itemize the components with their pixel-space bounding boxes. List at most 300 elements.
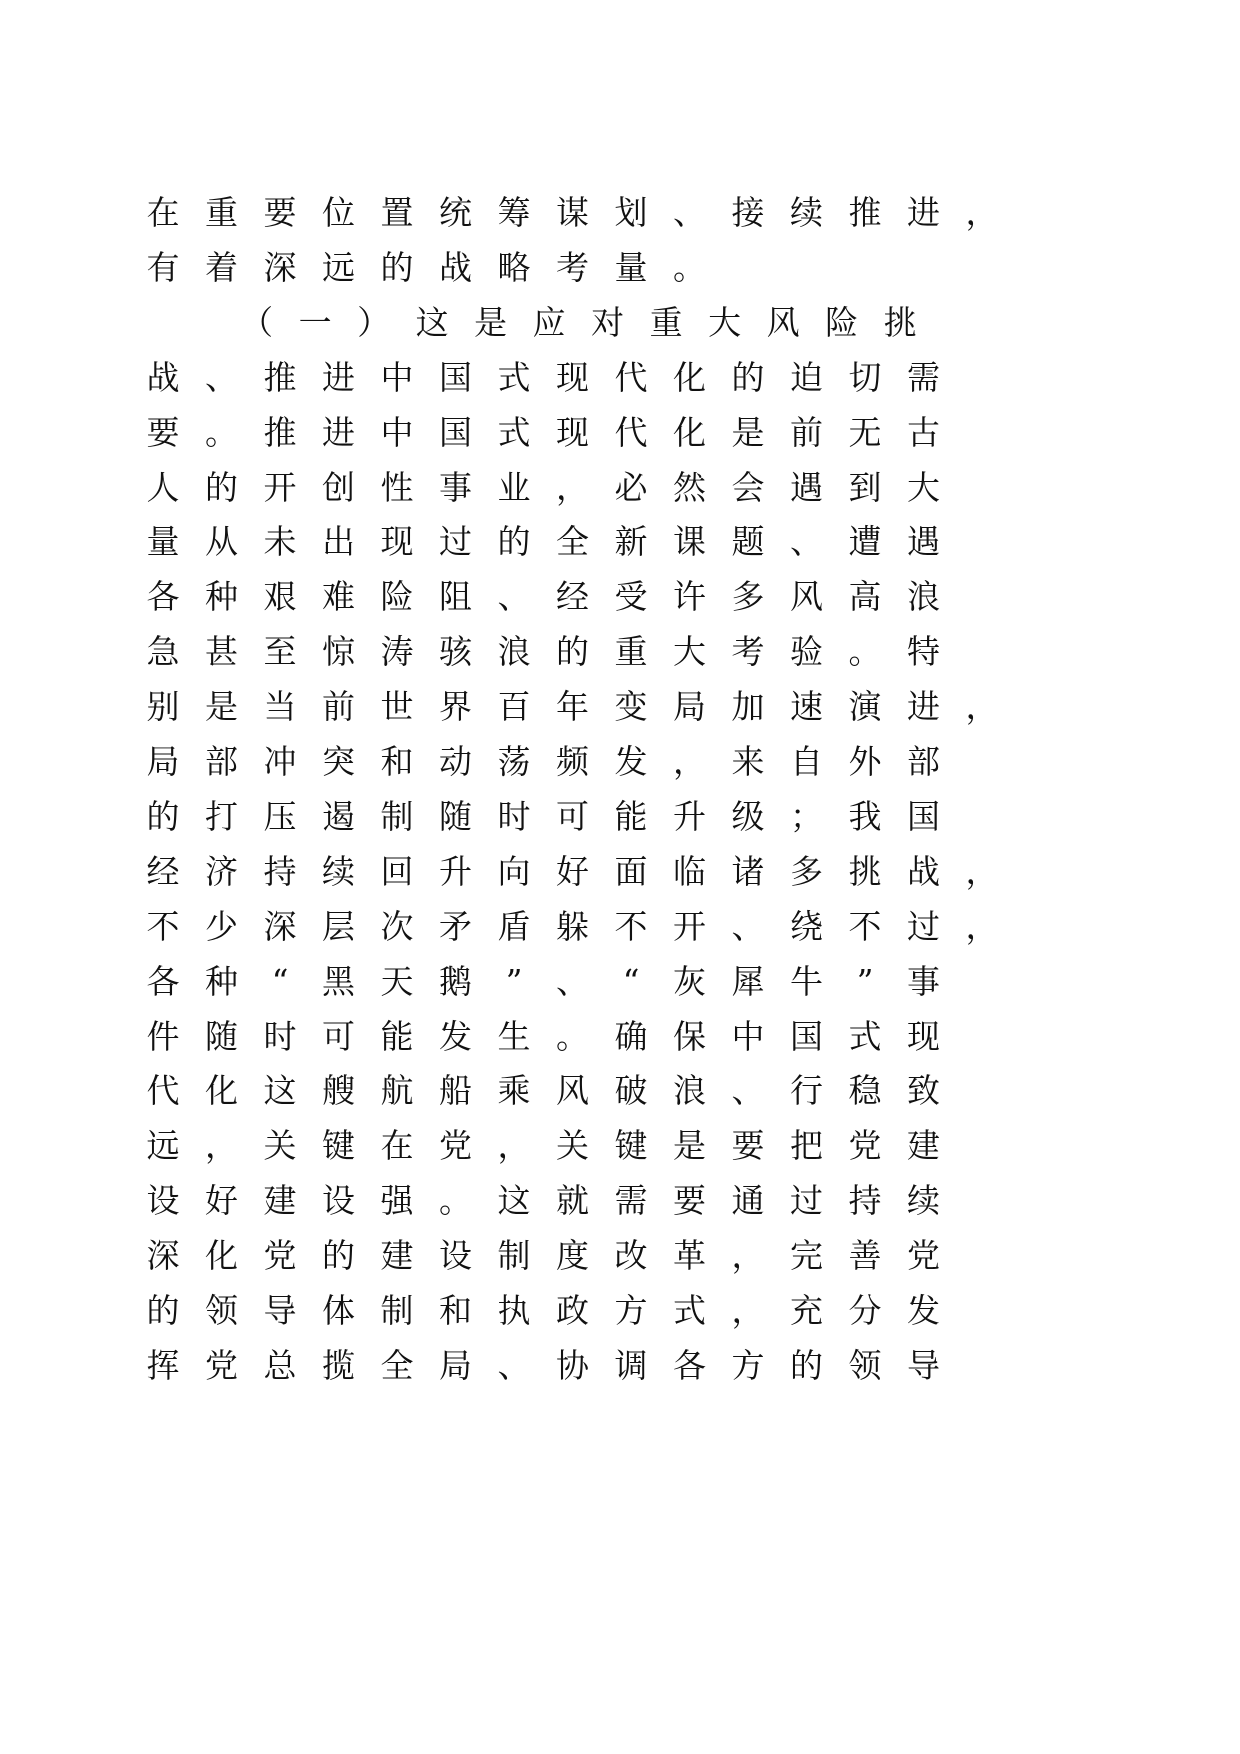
glyph: 和	[439, 1291, 472, 1330]
glyph: 方	[614, 1291, 648, 1330]
glyph: 制	[380, 796, 414, 836]
glyph: 部	[205, 742, 238, 781]
glyph: 战	[146, 357, 180, 397]
text-line	[0, 740, 1240, 784]
glyph: 躲	[556, 906, 589, 946]
glyph: 各	[146, 577, 180, 617]
glyph: 深	[263, 247, 297, 287]
glyph: 犀	[731, 961, 765, 1001]
glyph: 推	[263, 357, 297, 397]
glyph: 完	[790, 1236, 823, 1276]
glyph: 船	[439, 1071, 472, 1111]
glyph: 式	[673, 1291, 706, 1330]
glyph: 的	[322, 1236, 355, 1276]
glyph: 战	[907, 851, 940, 891]
glyph: 量	[614, 247, 648, 287]
glyph: 动	[439, 742, 472, 781]
glyph: 回	[380, 851, 414, 891]
section-heading-line	[0, 301, 1240, 345]
glyph: 业	[497, 467, 531, 507]
glyph: 考	[731, 632, 765, 672]
glyph: 设	[439, 1236, 472, 1276]
glyph: 有	[146, 247, 180, 287]
text-line	[0, 1344, 1240, 1388]
glyph: 执	[497, 1291, 531, 1330]
glyph: 升	[439, 851, 472, 891]
text-line	[0, 246, 1240, 290]
glyph: 许	[673, 577, 706, 617]
glyph: 建	[907, 1126, 940, 1166]
glyph: 化	[673, 357, 706, 397]
glyph: 过	[790, 1181, 823, 1221]
text-line	[0, 1069, 1240, 1113]
glyph: 次	[380, 906, 414, 946]
glyph: 要	[263, 193, 297, 232]
glyph: 国	[790, 1016, 823, 1056]
glyph: 领	[205, 1291, 238, 1330]
glyph: 艰	[263, 577, 297, 617]
glyph: 发	[614, 742, 648, 781]
glyph: 种	[205, 961, 238, 1001]
glyph: ”	[856, 961, 874, 1001]
glyph: ，	[205, 1126, 238, 1166]
glyph: 经	[556, 577, 589, 617]
glyph: 临	[673, 851, 706, 891]
text-line	[0, 1289, 1240, 1333]
glyph: 来	[731, 742, 765, 781]
text-line	[0, 630, 1240, 674]
glyph: 、	[731, 1071, 765, 1111]
glyph: 国	[439, 357, 472, 397]
glyph: 甚	[205, 632, 238, 672]
glyph: 外	[848, 742, 882, 781]
glyph: 出	[322, 522, 355, 562]
glyph: 划	[614, 193, 648, 232]
glyph: 级	[731, 796, 765, 836]
glyph: 百	[497, 687, 531, 727]
glyph: 改	[614, 1236, 648, 1276]
glyph: 时	[263, 1016, 297, 1056]
glyph: 党	[907, 1236, 940, 1276]
glyph: 这	[497, 1181, 531, 1221]
glyph: 局	[439, 1345, 472, 1385]
glyph: 好	[205, 1181, 238, 1221]
glyph: 险	[825, 302, 859, 342]
glyph: 续	[322, 851, 355, 891]
glyph: “	[271, 961, 289, 1001]
glyph: 代	[146, 1071, 180, 1111]
glyph: 至	[263, 632, 297, 672]
glyph: 党	[263, 1236, 297, 1276]
glyph: 关	[556, 1126, 589, 1166]
glyph: 式	[497, 412, 531, 452]
glyph: 行	[790, 1071, 823, 1111]
glyph: 不	[146, 906, 180, 946]
glyph: 调	[614, 1345, 648, 1385]
glyph: ，	[556, 467, 589, 507]
glyph: 党	[439, 1126, 472, 1166]
glyph: 党	[205, 1345, 238, 1385]
glyph: 向	[497, 851, 531, 891]
glyph: 善	[848, 1236, 882, 1276]
glyph: 多	[790, 851, 823, 891]
glyph: 应	[532, 302, 566, 342]
glyph: 重	[614, 632, 648, 672]
glyph: 在	[380, 1126, 414, 1166]
glyph: 挑	[848, 851, 882, 891]
glyph: ，	[965, 687, 999, 727]
glyph: ，	[731, 1236, 765, 1276]
glyph: 的	[731, 357, 765, 397]
glyph: 可	[322, 1016, 355, 1056]
glyph: 现	[556, 357, 589, 397]
glyph: 、	[556, 961, 589, 1001]
glyph: 破	[614, 1071, 648, 1111]
glyph: 远	[146, 1126, 180, 1166]
glyph: 代	[614, 357, 648, 397]
glyph: 揽	[322, 1345, 355, 1385]
glyph: 可	[556, 796, 589, 836]
glyph: 稳	[848, 1071, 882, 1111]
glyph: 的	[790, 1345, 823, 1385]
text-line	[0, 1015, 1240, 1059]
glyph: 的	[146, 1291, 180, 1330]
glyph: 迫	[790, 357, 823, 397]
glyph: 能	[380, 1016, 414, 1056]
text-line	[0, 520, 1240, 564]
glyph: 频	[556, 742, 589, 781]
glyph: 事	[439, 467, 472, 507]
glyph: 的	[556, 632, 589, 672]
glyph: 界	[439, 687, 472, 727]
glyph: 键	[614, 1126, 648, 1166]
glyph: 确	[614, 1016, 648, 1056]
glyph: 然	[673, 467, 706, 507]
glyph: 着	[205, 247, 238, 287]
glyph: 题	[731, 522, 765, 562]
glyph: 设	[146, 1181, 180, 1221]
glyph: 重	[205, 193, 238, 232]
glyph: 的	[205, 467, 238, 507]
text-line	[0, 575, 1240, 619]
glyph: 把	[790, 1126, 823, 1166]
glyph: 在	[146, 193, 180, 232]
glyph: 随	[205, 1016, 238, 1056]
glyph: 航	[380, 1071, 414, 1111]
glyph: 建	[380, 1236, 414, 1276]
glyph: 续	[907, 1181, 940, 1221]
glyph: 的	[497, 522, 531, 562]
text-line	[0, 905, 1240, 949]
glyph: 全	[380, 1345, 414, 1385]
glyph: 略	[497, 247, 531, 287]
glyph: 惊	[322, 632, 355, 672]
glyph: 加	[731, 687, 765, 727]
glyph: 。	[439, 1181, 472, 1221]
glyph: 要	[731, 1126, 765, 1166]
glyph: 大	[673, 632, 706, 672]
glyph: 鹅	[439, 961, 472, 1001]
glyph: 充	[790, 1291, 823, 1330]
glyph: 验	[790, 632, 823, 672]
text-line	[0, 1124, 1240, 1168]
glyph: 化	[205, 1071, 238, 1111]
glyph: 、	[790, 522, 823, 562]
glyph: 置	[380, 193, 414, 232]
text-line	[0, 1234, 1240, 1278]
glyph: （	[240, 302, 274, 342]
glyph: 自	[790, 742, 823, 781]
glyph: 的	[146, 796, 180, 836]
glyph: 险	[380, 577, 414, 617]
glyph: 。	[205, 412, 238, 452]
glyph: 少	[205, 906, 238, 946]
glyph: 灰	[673, 961, 706, 1001]
glyph: 考	[556, 247, 589, 287]
glyph: 我	[848, 796, 882, 836]
glyph: 是	[205, 687, 238, 727]
glyph: 体	[322, 1291, 355, 1330]
glyph: 艘	[322, 1071, 355, 1111]
glyph: 保	[673, 1016, 706, 1056]
glyph: 致	[907, 1071, 940, 1111]
glyph: 打	[205, 796, 238, 836]
glyph: 、	[497, 1345, 531, 1385]
glyph: 矛	[439, 906, 472, 946]
glyph: ）	[357, 302, 391, 342]
glyph: 各	[146, 961, 180, 1001]
glyph: 挑	[883, 302, 917, 342]
glyph: 中	[731, 1016, 765, 1056]
glyph: ”	[505, 961, 523, 1001]
glyph: 涛	[380, 632, 414, 672]
glyph: ，	[965, 851, 999, 891]
glyph: 世	[380, 687, 414, 727]
glyph: 深	[146, 1236, 180, 1276]
glyph: 性	[380, 467, 414, 507]
glyph: 化	[205, 1236, 238, 1276]
glyph: 遇	[790, 467, 823, 507]
glyph: 和	[380, 742, 414, 781]
glyph: 浪	[497, 632, 531, 672]
glyph: 多	[731, 577, 765, 617]
glyph: 。	[848, 632, 882, 672]
glyph: 推	[848, 193, 882, 232]
glyph: 事	[907, 961, 940, 1001]
glyph: 必	[614, 467, 648, 507]
glyph: 是	[673, 1126, 706, 1166]
glyph: 远	[322, 247, 355, 287]
glyph: 开	[263, 467, 297, 507]
glyph: 要	[673, 1181, 706, 1221]
glyph: 领	[848, 1345, 882, 1385]
text-line	[0, 356, 1240, 400]
glyph: 深	[263, 906, 297, 946]
text-line	[0, 960, 1240, 1004]
glyph: 制	[380, 1291, 414, 1330]
glyph: 建	[263, 1181, 297, 1221]
glyph: 挥	[146, 1345, 180, 1385]
glyph: 别	[146, 687, 180, 727]
glyph: 高	[848, 577, 882, 617]
glyph: 从	[205, 522, 238, 562]
glyph: 未	[263, 522, 297, 562]
glyph: 时	[497, 796, 531, 836]
glyph: 诸	[731, 851, 765, 891]
glyph: 化	[673, 412, 706, 452]
glyph: 、	[205, 357, 238, 397]
glyph: 要	[146, 412, 180, 452]
glyph: 不	[848, 906, 882, 946]
glyph: 无	[848, 412, 882, 452]
glyph: 强	[380, 1181, 414, 1221]
glyph: 进	[322, 357, 355, 397]
glyph: 过	[439, 522, 472, 562]
glyph: 风	[766, 302, 800, 342]
glyph: 推	[263, 412, 297, 452]
glyph: 的	[380, 247, 414, 287]
glyph: 进	[907, 687, 940, 727]
glyph: 这	[415, 302, 449, 342]
glyph: 骇	[439, 632, 472, 672]
glyph: 通	[731, 1181, 765, 1221]
glyph: “	[622, 961, 640, 1001]
glyph: 、	[497, 577, 531, 617]
text-line	[0, 685, 1240, 729]
glyph: 切	[848, 357, 882, 397]
glyph: 升	[673, 796, 706, 836]
glyph: 年	[556, 687, 589, 727]
glyph: 方	[731, 1345, 765, 1385]
glyph: 设	[322, 1181, 355, 1221]
glyph: 式	[848, 1016, 882, 1056]
glyph: 乘	[497, 1071, 531, 1111]
glyph: 键	[322, 1126, 355, 1166]
glyph: 冲	[263, 742, 297, 781]
glyph: 一	[298, 302, 332, 342]
glyph: 制	[497, 1236, 531, 1276]
glyph: 部	[907, 742, 940, 781]
glyph: 中	[380, 412, 414, 452]
glyph: 。	[673, 247, 706, 287]
text-line	[0, 850, 1240, 894]
glyph: 需	[614, 1181, 648, 1221]
glyph: 随	[439, 796, 472, 836]
glyph: ，	[673, 742, 706, 781]
glyph: 济	[205, 851, 238, 891]
glyph: 各	[673, 1345, 706, 1385]
glyph: 天	[380, 961, 414, 1001]
glyph: 压	[263, 796, 297, 836]
glyph: 是	[731, 412, 765, 452]
glyph: 面	[614, 851, 648, 891]
text-line	[0, 191, 1240, 235]
glyph: 盾	[497, 906, 531, 946]
glyph: 当	[263, 687, 297, 727]
glyph: 开	[673, 906, 706, 946]
glyph: 持	[848, 1181, 882, 1221]
glyph: 量	[146, 522, 180, 562]
glyph: 能	[614, 796, 648, 836]
glyph: 演	[848, 687, 882, 727]
glyph: 遏	[322, 796, 355, 836]
glyph: 特	[907, 632, 940, 672]
glyph: 新	[614, 522, 648, 562]
text-line	[0, 795, 1240, 839]
glyph: 政	[556, 1291, 589, 1330]
glyph: 重	[649, 302, 683, 342]
glyph: 速	[790, 687, 823, 727]
glyph: 导	[263, 1291, 297, 1330]
glyph: 接	[731, 193, 765, 232]
glyph: 续	[790, 193, 823, 232]
glyph: 大	[708, 302, 742, 342]
glyph: 经	[146, 851, 180, 891]
glyph: 分	[848, 1291, 882, 1330]
glyph: ，	[731, 1291, 765, 1330]
glyph: 遭	[848, 522, 882, 562]
glyph: 统	[439, 193, 472, 232]
glyph: 进	[907, 193, 940, 232]
glyph: 发	[907, 1291, 940, 1330]
glyph: 急	[146, 632, 180, 672]
glyph: 谋	[556, 193, 589, 232]
glyph: 就	[556, 1181, 589, 1221]
glyph: 不	[614, 906, 648, 946]
glyph: 难	[322, 577, 355, 617]
text-line	[0, 466, 1240, 510]
glyph: 协	[556, 1345, 589, 1385]
glyph: 好	[556, 851, 589, 891]
glyph: 古	[907, 412, 940, 452]
glyph: 进	[322, 412, 355, 452]
glyph: 前	[790, 412, 823, 452]
glyph: 风	[556, 1071, 589, 1111]
glyph: 层	[322, 906, 355, 946]
glyph: 风	[790, 577, 823, 617]
glyph: 件	[146, 1016, 180, 1056]
glyph: 需	[907, 357, 940, 397]
glyph: 发	[439, 1016, 472, 1056]
glyph: ；	[790, 796, 823, 836]
glyph: 荡	[497, 742, 531, 781]
glyph: 全	[556, 522, 589, 562]
glyph: 黑	[322, 961, 355, 1001]
glyph: 受	[614, 577, 648, 617]
glyph: 突	[322, 742, 355, 781]
glyph: 国	[439, 412, 472, 452]
glyph: 关	[263, 1126, 297, 1166]
text-line	[0, 1179, 1240, 1223]
glyph: 局	[673, 687, 706, 727]
glyph: 对	[591, 302, 625, 342]
glyph: 筹	[497, 193, 531, 232]
glyph: 中	[380, 357, 414, 397]
glyph: 种	[205, 577, 238, 617]
glyph: 是	[474, 302, 508, 342]
glyph: 这	[263, 1071, 297, 1111]
glyph: 革	[673, 1236, 706, 1276]
glyph: 现	[907, 1016, 940, 1056]
glyph: 现	[556, 412, 589, 452]
glyph: 牛	[790, 961, 823, 1001]
glyph: 到	[848, 467, 882, 507]
glyph: 代	[614, 412, 648, 452]
glyph: 创	[322, 467, 355, 507]
glyph: 、	[731, 906, 765, 946]
glyph: 国	[907, 796, 940, 836]
glyph: 生	[497, 1016, 531, 1056]
